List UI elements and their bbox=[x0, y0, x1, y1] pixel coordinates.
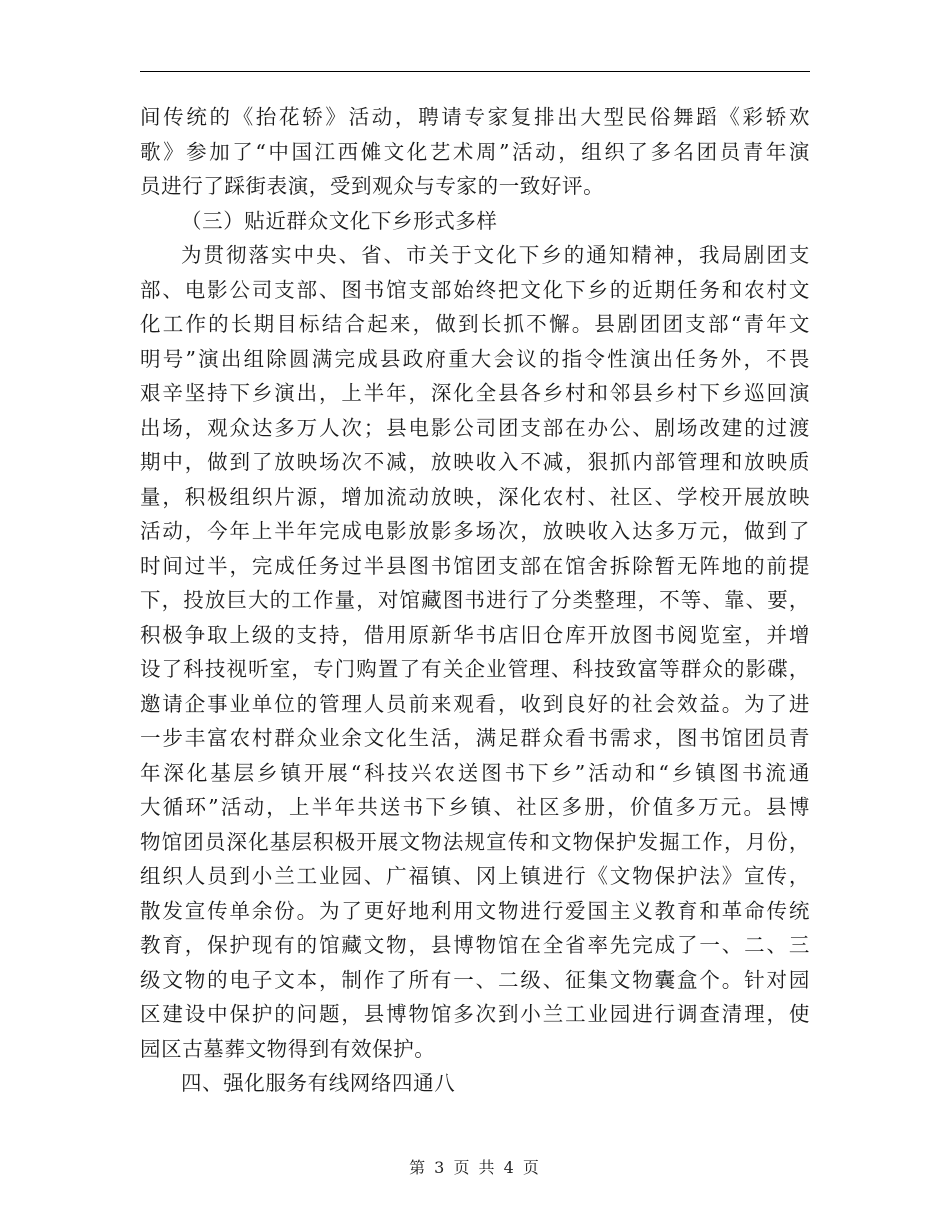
text-line: 期中，做到了放映场次不减，放映收入不减，狠抓内部管理和放映质 bbox=[140, 450, 810, 474]
text-line: 级文物的电子文本，制作了所有一、二级、征集文物囊盒个。针对园 bbox=[140, 967, 810, 992]
text-line: 下，投放巨大的工作量，对馆藏图书进行了分类整理，不等、靠、要， bbox=[140, 588, 810, 612]
text-line: 艰辛坚持下乡演出，上半年，深化全县各乡村和邻县乡村下乡巡回演 bbox=[140, 381, 810, 405]
text-line: 明号”演出组除圆满完成县政府重大会议的指令性演出任务外，不畏 bbox=[140, 346, 810, 371]
text-line: 歌》参加了“中国江西傩文化艺术周”活动，组织了多名团员青年演 bbox=[140, 139, 810, 164]
text-line: 组织人员到小兰工业园、广福镇、冈上镇进行《文物保护法》宣传， bbox=[140, 864, 810, 888]
page-number: 第 3 页 共 4 页 bbox=[409, 1158, 541, 1177]
text-line: 活动，今年上半年完成电影放影多场次，放映收入达多万元，做到了 bbox=[140, 519, 810, 543]
text-line: 设了科技视听室，专门购置了有关企业管理、科技致富等群众的影碟， bbox=[140, 657, 810, 681]
text-line: 为贯彻落实中央、省、市关于文化下乡的通知精神，我局剧团支 bbox=[181, 243, 810, 267]
text-line: 物馆团员深化基层积极开展文物法规宣传和文物保护发掘工作，月份， bbox=[140, 829, 810, 854]
text-line: 教育，保护现有的馆藏文物，县博物馆在全省率先完成了一、二、三 bbox=[140, 933, 810, 957]
header-rule bbox=[140, 71, 810, 72]
text-line: 区建设中保护的问题，县博物馆多次到小兰工业园进行调查清理，使 bbox=[140, 1002, 810, 1026]
section-heading: （三）贴近群众文化下乡形式多样 bbox=[181, 208, 498, 233]
text-line: 间传统的《抬花轿》活动，聘请专家复排出大型民俗舞蹈《彩轿欢 bbox=[140, 105, 810, 129]
text-line: 员进行了踩街表演，受到观众与专家的一致好评。 bbox=[140, 174, 605, 198]
text-line: 年深化基层乡镇开展“科技兴农送图书下乡”活动和“乡镇图书流通 bbox=[140, 760, 810, 785]
text-line: 量，积极组织片源，增加流动放映，深化农村、社区、学校开展放映 bbox=[140, 484, 810, 509]
text-line: 时间过半，完成任务过半县图书馆团支部在馆舍拆除暂无阵地的前提 bbox=[140, 553, 810, 578]
page-footer bbox=[0, 1155, 950, 1178]
text-line: 出场，观众达多万人次；县电影公司团支部在办公、剧场改建的过渡 bbox=[140, 415, 810, 440]
text-line: 邀请企事业单位的管理人员前来观看，收到良好的社会效益。为了进 bbox=[140, 691, 810, 716]
text-line: 积极争取上级的支持，借用原新华书店旧仓库开放图书阅览室，并增 bbox=[140, 622, 810, 647]
text-line: 部、电影公司支部、图书馆支部始终把文化下乡的近期任务和农村文 bbox=[140, 277, 810, 302]
text-line: 园区古墓葬文物得到有效保护。 bbox=[140, 1036, 436, 1061]
section-heading: 四、强化服务有线网络四通八 bbox=[181, 1071, 456, 1095]
document-body bbox=[140, 100, 810, 1101]
text-line: 大循环”活动，上半年共送书下乡镇、社区多册，价值多万元。县博 bbox=[140, 795, 810, 819]
text-line: 散发宣传单余份。为了更好地利用文物进行爱国主义教育和革命传统 bbox=[140, 898, 810, 923]
text-line: 一步丰富农村群众业余文化生活，满足群众看书需求，图书馆团员青 bbox=[140, 726, 810, 750]
text-line: 化工作的长期目标结合起来，做到长抓不懈。县剧团团支部“青年文 bbox=[140, 312, 810, 336]
